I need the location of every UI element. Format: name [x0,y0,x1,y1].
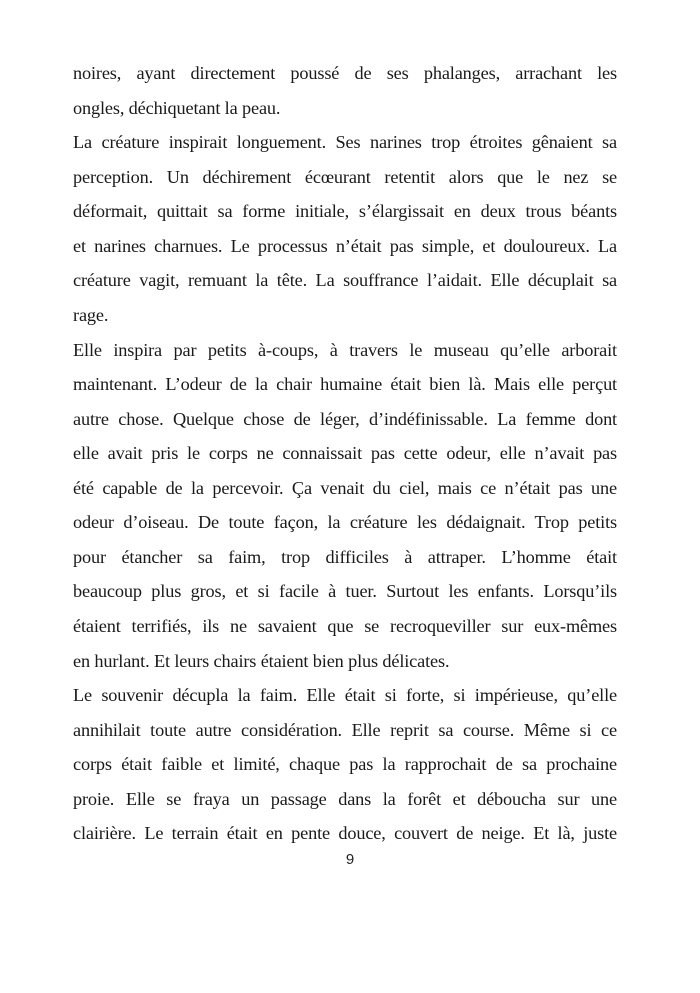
text-line: Le souvenir décupla la faim. Elle était si forte, si impérieuse, qu’elle [73,685,617,706]
text-line: clairière. Le terrain était en pente douce, couvert de neige. Et là, juste [73,823,617,844]
text-line: maintenant. L’odeur de la chair humaine était bien là. Mais elle perçut [73,374,617,395]
text-line: autre chose. Quelque chose de léger, d’indéfinissable. La femme dont [73,408,617,429]
text-line: elle avait pris le corps ne connaissait pas cette odeur, elle n’avait pas [73,443,617,464]
body-text [73,56,617,851]
text-line: noires, ayant directement poussé de ses phalanges, arrachant les [73,63,617,83]
text-line: annihilait toute autre considération. Elle reprit sa course. Même si ce [73,719,617,740]
text-line: créature vagit, remuant la tête. La souffrance l’aidait. Elle décuplait sa [73,270,617,291]
text-line: Elle inspira par petits à-coups, à travers le museau qu’elle arborait [73,339,617,360]
text-line: ongles, déchiquetant la peau. [73,97,281,118]
text-line: déformait, quittait sa forme initiale, s’élargissait en deux trous béants [73,201,617,222]
text-line: proie. Elle se fraya un passage dans la forêt et déboucha sur une [73,788,617,809]
text-line: été capable de la percevoir. Ça venait du ciel, mais ce n’était pas une [73,477,617,498]
text-line: perception. Un déchirement écœurant retentit alors que le nez se [73,166,617,187]
text-line: odeur d’oiseau. De toute façon, la créature les dédaignait. Trop petits [73,512,617,533]
text-line: en hurlant. Et leurs chairs étaient bien plus délicates. [73,650,450,671]
text-line: rage. [73,304,109,325]
text-line: pour étancher sa faim, trop difficiles à attraper. L’homme était [73,546,617,567]
text-line: corps était faible et limité, chaque pas la rapprochait de sa prochaine [73,754,617,775]
text-line: et narines charnues. Le processus n’était pas simple, et douloureux. La [73,235,617,256]
text-line: étaient terrifiés, ils ne savaient que se recroqueviller sur eux-mêmes [73,616,617,636]
text-line: beaucoup plus gros, et si facile à tuer. Surtout les enfants. Lorsqu’ils [73,581,617,602]
page-number: 9 [345,851,355,868]
text-line: La créature inspirait longuement. Ses narines trop étroites gênaient sa [73,132,617,153]
